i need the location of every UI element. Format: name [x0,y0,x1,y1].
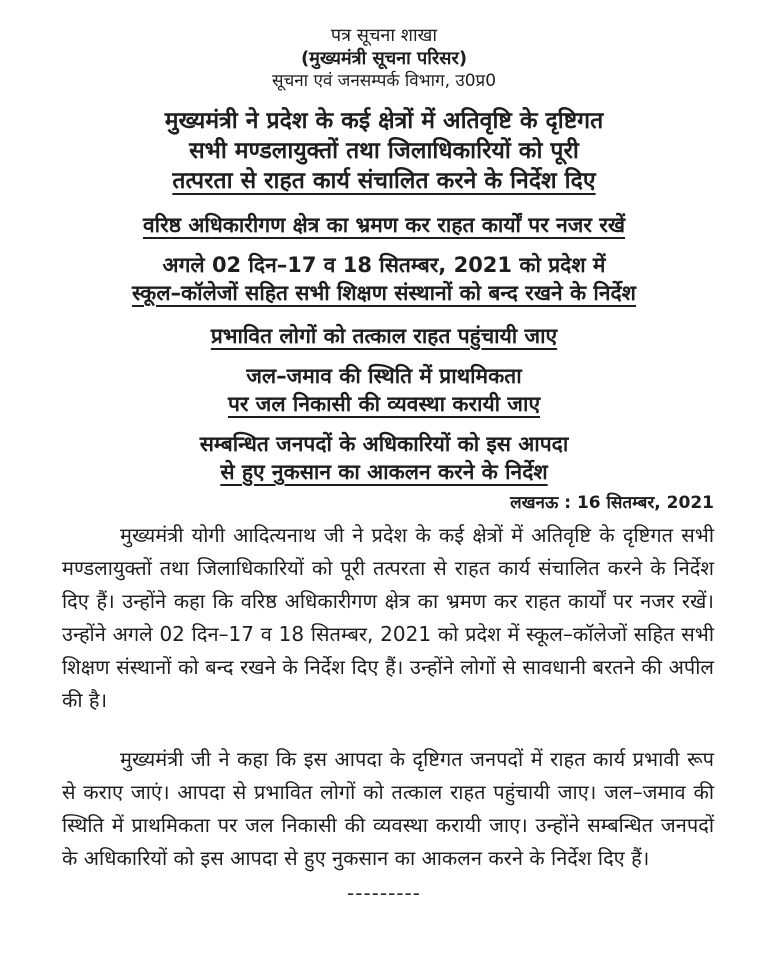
subheadline-2 [0,251,768,307]
main-headline [0,106,768,196]
main-headline-line-2: सभी मण्डलायुक्तों तथा जिलाधिकारियों को पूरी [189,138,579,164]
body-paragraph-2: मुख्यमंत्री जी ने कहा कि इस आपदा के दृष्टिगत जनपदों में राहत कार्य प्रभावी रूप से कराए जाएं। आपदा से प्रभावित लोगों को तत्काल राहत पहुंचायी जाए। जल–जमाव की स्थिति में प्राथमिकता पर जल निकासी की व्यवस्था करायी जाए। उन्होंने सम्बन्धित जनपदों के अधिकारियों को इस आपदा से हुए नुकसान का आकलन करने के निर्देश दिए हैं। [62,747,714,870]
subheadline-4-line-2: पर जल निकासी की व्यवस्था करायी जाए [227,392,541,416]
subheadline-3 [0,322,768,350]
subheadline-5-line-1: सम्बन्धित जनपदों के अधिकारियों को इस आपदा [199,432,569,456]
subheadline-3-line-1: प्रभावित लोगों को तत्काल राहत पहुंचायी जाए [210,324,558,348]
body-paragraph-1: मुख्यमंत्री योगी आदित्यनाथ जी ने प्रदेश के कई क्षेत्रों में अतिवृष्टि के दृष्टिगत सभी मण्डलायुक्तों तथा जिलाधिकारियों को पूरी तत्परता से राहत कार्य संचालित करने के निर्देश दिए हैं। उन्होंने कहा कि वरिष्ठ अधिकारीगण क्षेत्र का भ्रमण कर राहत कार्यों पर नजर रखें। उन्होंने अगले 02 दिन–17 व 18 सितम्बर, 2021 को प्रदेश में स्कूल–कॉलेजों सहित सभी शिक्षण संस्थानों को बन्द रखने के निर्देश दिए हैं। उन्होंने लोगों से सावधानी बरतने की अपील की है। [62,523,714,712]
org-header-campus: (मुख्यमंत्री सूचना परिसर) [300,48,468,69]
body-text [62,519,714,875]
org-header [0,24,768,93]
subheadline-2-line-1: अगले 02 दिन–17 व 18 सितम्बर, 2021 को प्रदेश में [162,253,606,277]
subheadline-1 [0,211,768,239]
footer-separator: --------- [347,881,421,905]
subheadline-5-line-2: से हुए नुकसान का आकलन करने के निर्देश [220,460,548,484]
subheadline-1-line-1: वरिष्ठ अधिकारीगण क्षेत्र का भ्रमण कर राहत कार्यों पर नजर रखें [142,213,626,237]
subheadline-4 [0,362,768,418]
org-header-department: सूचना एवं जनसम्पर्क विभाग, उ0प्र0 [271,71,497,91]
subheadline-4-line-1: जल–जमाव की स्थिति में प्राथमिकता [246,364,522,388]
subheadline-5 [0,430,768,486]
dateline: लखनऊ : 16 सितम्बर, 2021 [510,493,714,513]
org-header-branch: पत्र सूचना शाखा [330,25,438,46]
main-headline-line-1: मुख्यमंत्री ने प्रदेश के कई क्षेत्रों में अतिवृष्टि के दृष्टिगत [164,108,604,134]
subheadline-2-line-2: स्कूल–कॉलेजों सहित सभी शिक्षण संस्थानों को बन्द रखने के निर्देश [132,281,636,305]
main-headline-line-3: तत्परता से राहत कार्य संचालित करने के निर्देश दिए [172,168,596,194]
